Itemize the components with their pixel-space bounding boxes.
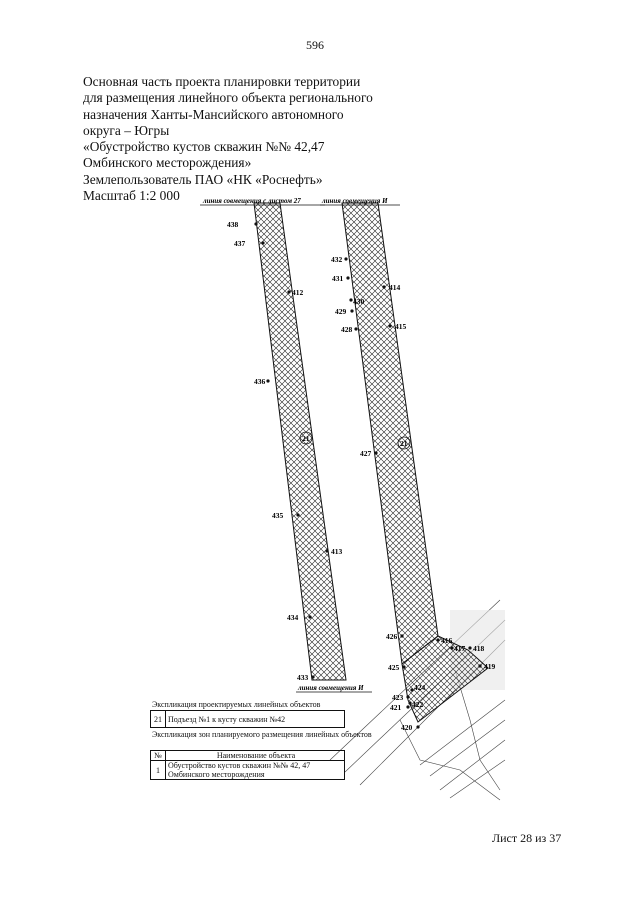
point-label: 430 bbox=[353, 297, 365, 306]
point-label: 413 bbox=[331, 547, 343, 556]
header-line: округа – Югры bbox=[83, 122, 170, 138]
point-label: 428 bbox=[341, 325, 353, 334]
legend-row-number: 1 bbox=[151, 761, 166, 779]
zone-marker-left: 21 bbox=[302, 434, 310, 443]
point-label: 435 bbox=[272, 511, 284, 520]
point-label: 418 bbox=[473, 644, 485, 653]
point-label: 429 bbox=[335, 307, 347, 316]
zones-legend-table bbox=[150, 750, 345, 780]
point-label: 414 bbox=[389, 283, 401, 292]
point-label: 438 bbox=[227, 220, 239, 229]
zone-marker-right: 21 bbox=[400, 439, 408, 448]
zones-legend-row bbox=[151, 760, 344, 779]
legend-row-name-line: Омбинского месторождения bbox=[168, 770, 265, 779]
point-label: 425 bbox=[388, 663, 400, 672]
header-line: Основная часть проекта планировки территории bbox=[83, 74, 361, 89]
sheet-number: Лист 28 из 37 bbox=[492, 831, 562, 845]
point-label: 426 bbox=[386, 632, 398, 641]
header-line: назначения Ханты-Мансийского автономного bbox=[83, 106, 344, 122]
point-label: 416 bbox=[441, 636, 453, 645]
point-label: 436 bbox=[254, 377, 266, 386]
linear-objects-legend-table bbox=[150, 710, 345, 728]
point-label: 434 bbox=[287, 613, 299, 622]
point-label: 421 bbox=[390, 703, 402, 712]
point-label: 424 bbox=[414, 683, 426, 692]
page-number: 596 bbox=[306, 38, 324, 52]
header-line: Омбинского месторождения» bbox=[83, 155, 252, 171]
header-line: «Обустройство кустов скважин №№ 42,47 bbox=[83, 139, 325, 155]
point-label: 412 bbox=[292, 288, 304, 297]
point-label: 417 bbox=[454, 644, 466, 653]
legend-row-name bbox=[166, 761, 310, 779]
zones-legend-header bbox=[151, 751, 344, 760]
point-label: 415 bbox=[395, 322, 407, 331]
legend-header-number: № bbox=[151, 751, 166, 760]
point-label: 423 bbox=[392, 693, 404, 702]
line-label-top-right: линия совмещения И bbox=[322, 197, 388, 205]
legend-header-name: Наименование объекта bbox=[216, 751, 296, 760]
legend-row-name-line: Обустройство кустов скважин №№ 42, 47 bbox=[168, 761, 311, 770]
corridor-right bbox=[342, 203, 438, 664]
zones-legend-title: Экспликация зон планируемого размещения линейных объектов bbox=[152, 730, 372, 739]
line-label-top-left: линия совмещения с листом 27 bbox=[203, 197, 301, 205]
point-label: 437 bbox=[234, 239, 246, 248]
point-label: 422 bbox=[412, 700, 424, 709]
header-line: для размещения линейного объекта регионального bbox=[83, 90, 373, 106]
legend-row-name: Подъезд №1 к кусту скважин №42 bbox=[168, 714, 286, 724]
header-line: Масштаб 1:2 000 bbox=[83, 188, 180, 204]
point-label: 431 bbox=[332, 274, 344, 283]
legend-row-number: 21 bbox=[151, 711, 166, 727]
linear-objects-legend-title: Экспликация проектируемых линейных объектов bbox=[152, 700, 321, 709]
point-label: 432 bbox=[331, 255, 343, 264]
header-line: Землепользователь ПАО «НК «Роснефть» bbox=[83, 171, 323, 187]
point-label: 433 bbox=[297, 673, 309, 682]
point-label: 420 bbox=[401, 723, 413, 732]
point-label: 427 bbox=[360, 449, 372, 458]
line-label-bottom: линия совмещения И bbox=[298, 684, 364, 692]
point-label: 419 bbox=[484, 662, 496, 671]
